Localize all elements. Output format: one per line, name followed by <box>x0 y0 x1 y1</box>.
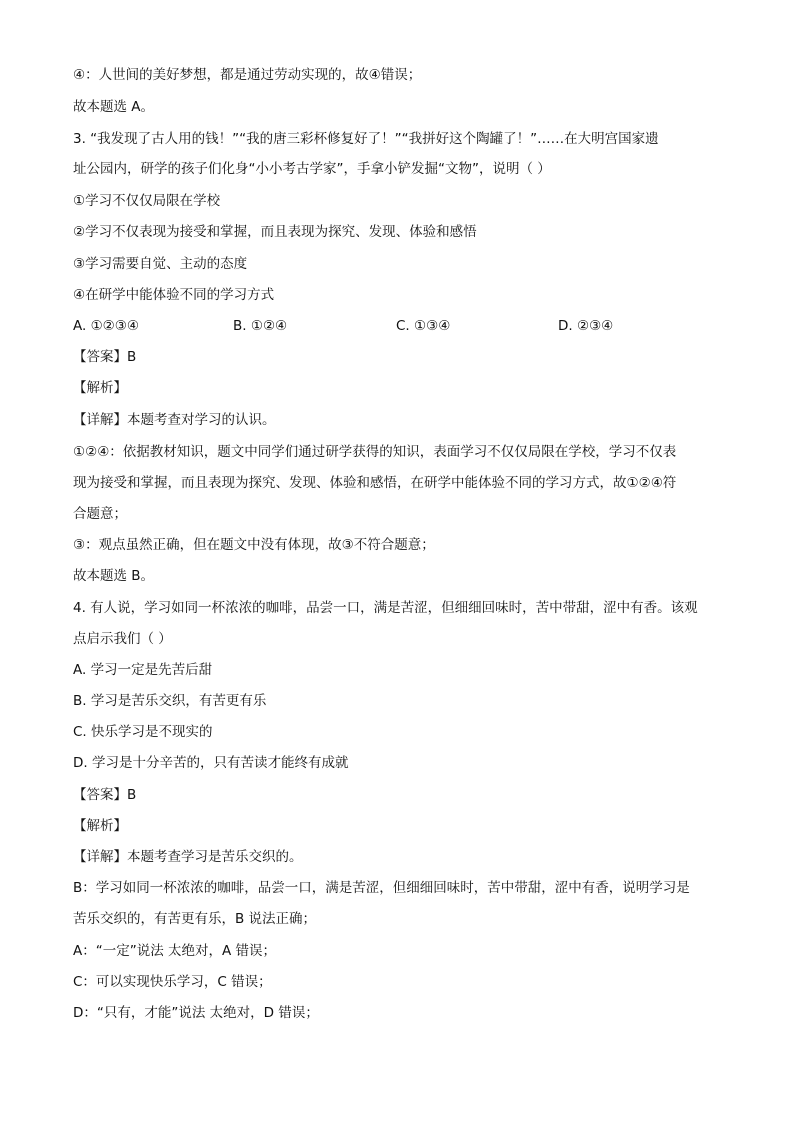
q3-explanation-line-2: 现为接受和掌握，而且表现为探究、发现、体验和感悟，在研学中能体验不同的学习方式，故①②④符 <box>73 475 677 491</box>
q3-option-b: B. ①②④ <box>233 318 288 334</box>
q3-explanation-line-4: ③：观点虽然正确，但在题文中没有体现，故③不符合题意； <box>73 537 435 553</box>
q3-explanation-line-1: ①②④：依据教材知识，题文中同学们通过研学获得的知识，表面学习不仅仅局限在学校，学习不仅表 <box>73 444 677 460</box>
q3-option-c: C. ①③④ <box>396 318 451 334</box>
q3-item-3: ③学习需要自觉、主动的态度 <box>73 256 248 272</box>
q4-explanation-b-line-1: B：学习如同一杯浓浓的咖啡，品尝一口，满是苦涩，但细细回味时，苦中带甜，涩中有香，说明学习是 <box>73 880 690 896</box>
q3-detail: 【详解】本题考查对学习的认识。 <box>73 412 276 428</box>
q3-item-1: ①学习不仅仅局限在学校 <box>73 193 221 209</box>
q3-item-4: ④在研学中能体验不同的学习方式 <box>73 287 275 303</box>
q4-answer: 【答案】B <box>73 787 137 803</box>
q3-stem-line-1: 3. “我发现了古人用的钱！”“我的唐三彩杯修复好了！”“我拼好这个陶罐了！”……在大明宫国家遗 <box>73 131 659 147</box>
q4-explanation-d: D：“只有，才能”说法 太绝对，D 错误； <box>73 1005 319 1021</box>
q4-explanation-a: A：“一定”说法 太绝对，A 错误； <box>73 943 277 959</box>
prev-explanation-line: ④：人世间的美好梦想，都是通过劳动实现的，故④错误； <box>73 67 422 83</box>
q4-option-a: A. 学习一定是先苦后甜 <box>73 662 213 678</box>
q4-analysis-heading: 【解析】 <box>73 818 127 834</box>
q4-detail: 【详解】本题考查学习是苦乐交织的。 <box>73 849 303 865</box>
q4-option-c: C. 快乐学习是不现实的 <box>73 724 213 740</box>
q4-option-d: D. 学习是十分辛苦的，只有苦读才能终有成就 <box>73 755 349 771</box>
q3-option-a: A. ①②③④ <box>73 318 139 334</box>
q3-item-2: ②学习不仅表现为接受和掌握，而且表现为探究、发现、体验和感悟 <box>73 224 477 240</box>
q3-conclusion: 故本题选 B。 <box>73 568 155 584</box>
q4-stem-line-2: 点启示我们（ ） <box>73 631 172 647</box>
q3-analysis-heading: 【解析】 <box>73 380 127 396</box>
q4-explanation-b-line-2: 苦乐交织的，有苦更有乐，B 说法正确； <box>73 911 317 927</box>
prev-conclusion: 故本题选 A。 <box>73 99 155 115</box>
q3-answer: 【答案】B <box>73 349 137 365</box>
q3-option-d: D. ②③④ <box>558 318 614 334</box>
q4-option-b: B. 学习是苦乐交织，有苦更有乐 <box>73 693 267 709</box>
q4-explanation-c: C：可以实现快乐学习，C 错误； <box>73 974 272 990</box>
q4-stem-line-1: 4. 有人说，学习如同一杯浓浓的咖啡，品尝一口，满是苦涩，但细细回味时，苦中带甜，涩中有香。该观 <box>73 600 698 616</box>
q3-stem-line-2: 址公园内，研学的孩子们化身“小小考古学家”，手拿小铲发掘“文物”，说明（ ） <box>73 161 551 177</box>
q3-explanation-line-3: 合题意； <box>73 506 127 522</box>
